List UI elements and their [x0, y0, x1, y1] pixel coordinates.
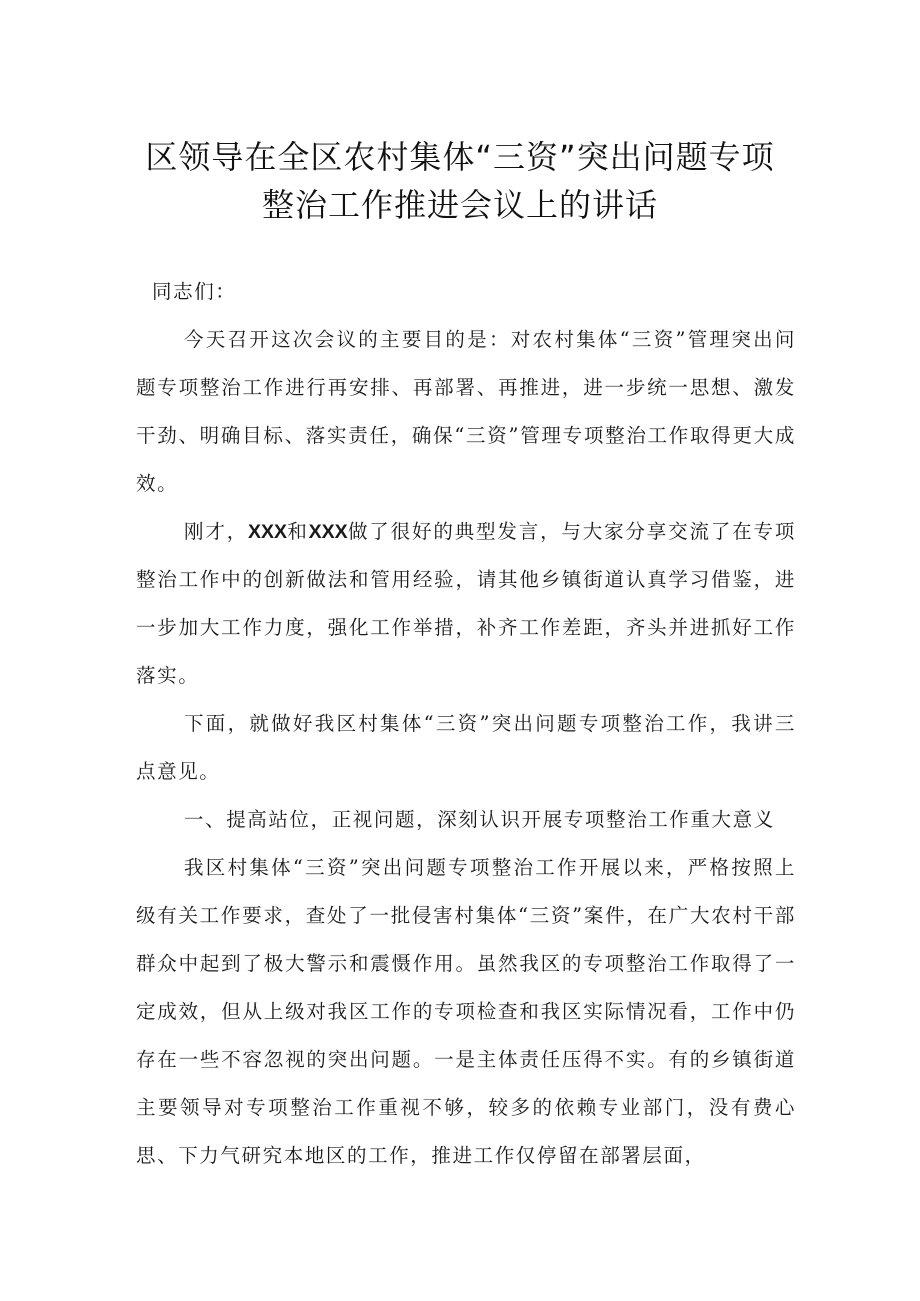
paragraph-speakers-intro: 刚才，: [184, 520, 249, 543]
paragraph-problems: 我区村集体“三资”突出问题专项整治工作开展以来，严格按照上级有关工作要求，查处了一批侵害村集体“三资”案件，在广大农村干部群众中起到了极大警示和震慑作用。虽然我区的专项整治工作取得了一定成效，但从上级对我区工作的专项检查和我区实际情况看，工作中仍存在一些不容忽视的突出问题。一是主体责任压得不实。有的乡镇街道主要领导对专项整治工作重视不够，较多的依赖专业部门，没有费心思、下力气研究本地区的工作，推进工作仅停留在部署层面，: [136, 856, 796, 1167]
document-title-line-2: 整治工作推进会议上的讲话: [261, 186, 658, 224]
paragraph-speakers: [136, 508, 796, 700]
paragraph-speakers-rest: 做了很好的典型发言，与大家分享交流了在专项整治工作中的创新做法和管用经验，请其他乡镇街道认真学习借鉴，进一步加大工作力度，强化工作举措，补齐工作差距，齐头并进抓好工作落实。: [136, 520, 796, 687]
paragraph-purpose: 今天召开这次会议的主要目的是：对农村集体“三资”管理突出问题专项整治工作进行再安排、再部署、再推进，进一步统一思想、激发干劲、明确目标、落实责任，确保“三资”管理专项整治工作取得更大成效。: [136, 328, 796, 495]
paragraph-speakers-and: 和: [287, 520, 309, 543]
section-heading-1: 一、提高站位，正视问题，深刻认识开展专项整治工作重大意义: [184, 808, 775, 831]
salutation: 同志们：: [152, 280, 237, 303]
document-title-line-1: 区领导在全区农村集体“三资”突出问题专项: [145, 138, 775, 176]
paragraph-outline: 下面，就做好我区村集体“三资”突出问题专项整治工作，我讲三点意见。: [136, 712, 796, 783]
speaker-name-1: XXX: [248, 521, 288, 543]
speaker-name-2: XXX: [308, 521, 348, 543]
